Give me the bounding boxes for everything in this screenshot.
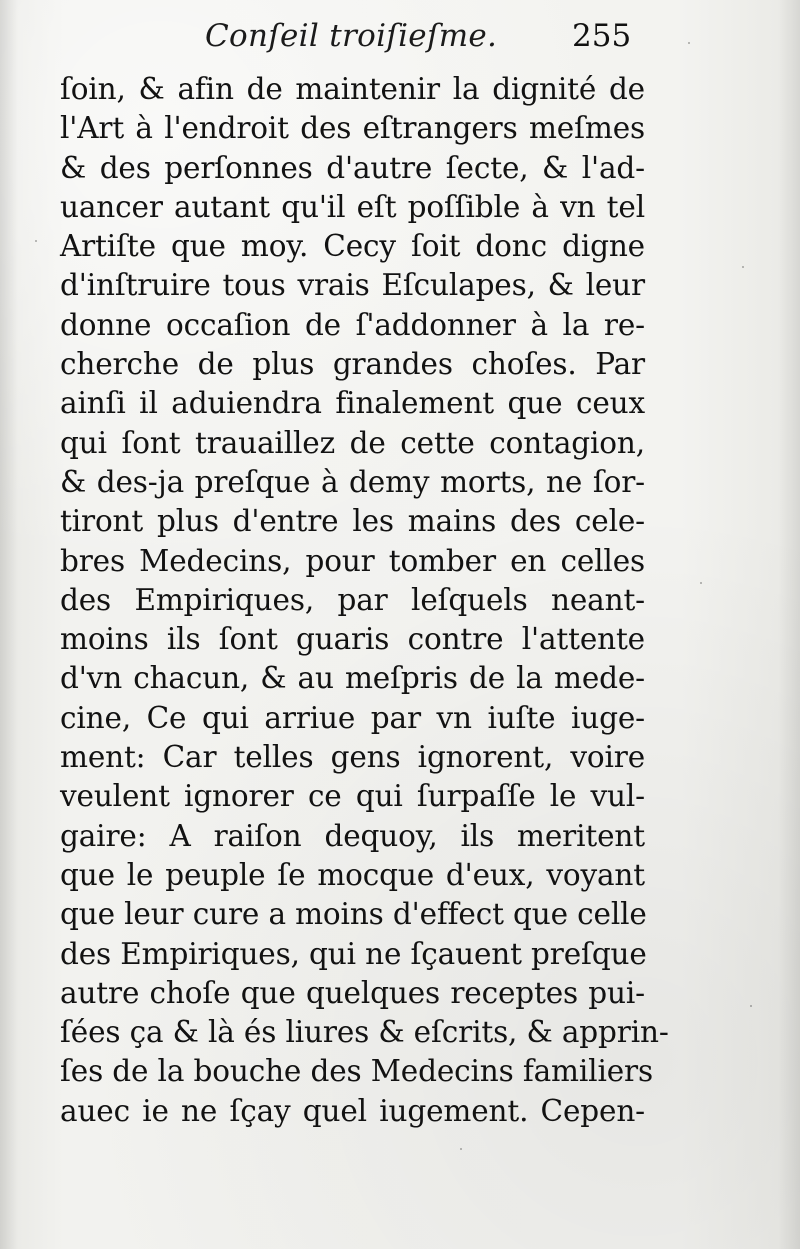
paper-speck [700,582,702,584]
text-line: & des-ja preſque à demy morts, ne ſor- [60,464,645,499]
paper-speck [688,42,690,44]
text-line: uancer autant qu'il eſt poſſible à vn tel [60,189,645,224]
paper-speck [750,1005,752,1007]
paper-speck [742,266,744,268]
text-line: d'vn chacun, & au meſpris de la mede- [60,661,645,696]
text-line: cherche de plus grandes choſes. Par [60,347,645,382]
text-line: ſes de la bouche des Medecins familiers [60,1054,653,1089]
text-line: bres Medecins, pour tomber en celles [60,543,645,578]
text-line: ment: Car telles gens ignorent, voire [60,740,645,775]
text-line: moins ils ſont guaris contre l'attente [60,622,645,657]
text-line: auec ie ne ſçay quel iugement. Cepen- [60,1093,645,1128]
text-line: cine, Ce qui arriue par vn iuſte iuge- [60,700,645,735]
text-line: tiront plus d'entre les mains des cele- [60,504,645,539]
text-line: que le peuple ſe mocque d'eux, voyant [60,857,645,892]
text-line: & des perſonnes d'autre ſecte, & l'ad- [60,150,645,185]
page-number: 255 [572,18,632,54]
text-line: donne occaſion de ſ'addonner à la re- [60,307,645,342]
text-line: que leur cure a moins d'effect que celle [60,897,647,932]
text-line: l'Art à l'endroit des eſtrangers meſmes [60,111,645,146]
body-text [60,70,669,1131]
text-line: des Empiriques, qui ne ſçauent preſque [60,936,647,971]
text-line: autre choſe que quelques receptes pui- [60,975,645,1010]
paper-speck [35,240,37,242]
text-line: des Empiriques, par leſquels neant- [60,582,645,617]
text-line: ſées ça & là és liures & eſcrits, & apprin- [60,1015,669,1050]
text-line: Artiſte que moy. Cecy ſoit donc digne [60,229,645,264]
running-head: Conſeil troiſieſme. [205,18,498,54]
text-line: ſoin, & afin de maintenir la dignité de [60,72,645,106]
text-line: ainſi il aduiendra finalement que ceux [60,386,645,421]
text-line: d'inſtruire tous vrais Eſculapes, & leur [60,268,645,303]
text-line: qui ſont trauaillez de cette contagion, [60,425,645,460]
text-line: gaire: A raiſon dequoy, ils meritent [60,818,645,853]
text-line: veulent ignorer ce qui ſurpaſſe le vul- [60,779,645,814]
paper-speck [460,1148,462,1150]
